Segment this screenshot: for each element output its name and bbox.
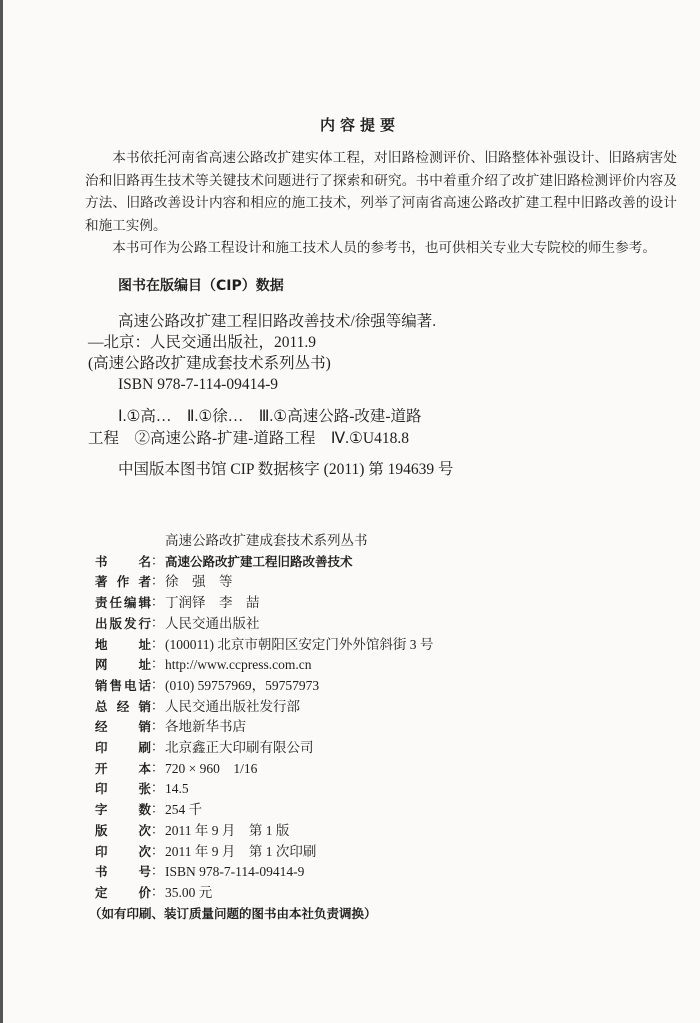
info-value: 254 千 xyxy=(165,802,203,818)
series-title: 高速公路改扩建成套技术系列丛书 xyxy=(165,533,368,548)
info-label-char: 售 xyxy=(109,677,122,693)
info-label-char: 发 xyxy=(123,615,137,631)
info-label-char: 定 xyxy=(95,884,108,900)
info-value: 35.00 元 xyxy=(165,884,213,900)
info-row: 版 次 ： 2011 年 9 月 第 1 版 xyxy=(95,821,433,842)
info-label xyxy=(95,738,151,759)
info-label-char: 书 xyxy=(95,553,108,569)
info-label-char: 编 xyxy=(123,595,137,611)
info-label-char: 印 xyxy=(95,843,108,859)
info-row: 字 数 ： 254 千 xyxy=(95,800,433,821)
info-label xyxy=(95,614,151,635)
cip-line: —北京：人民交通出版社，2011.9 xyxy=(88,334,317,351)
info-label-char: 任 xyxy=(109,595,122,611)
info-label-char: 销 xyxy=(95,677,108,693)
info-value: 北京鑫正大印刷有限公司 xyxy=(165,740,314,756)
cip-class-line: Ⅰ.①高… Ⅱ.①徐… Ⅲ.①高速公路-改建-道路 xyxy=(118,408,422,425)
info-label xyxy=(95,821,151,842)
info-label-char: 名 xyxy=(138,553,151,569)
info-label xyxy=(95,676,151,697)
info-label xyxy=(95,779,151,800)
info-value: ISBN 978-7-114-09414-9 xyxy=(165,864,305,880)
info-label-char: 作 xyxy=(116,574,130,590)
info-row: 印 次 ： 2011 年 9 月 第 1 次印刷 xyxy=(95,842,433,863)
info-label-char: 张 xyxy=(138,781,151,797)
info-label-char: 本 xyxy=(138,760,151,776)
info-label xyxy=(95,593,151,614)
info-row: 出 版 发 行 ： 人民交通出版社 xyxy=(95,614,433,635)
cip-line: ISBN 978-7-114-09414-9 xyxy=(118,376,279,393)
info-value: (100011) 北京市朝阳区安定门外外馆斜街 3 号 xyxy=(165,636,434,652)
info-label-char: 电 xyxy=(123,677,137,693)
info-row: 经 销 ： 各地新华书店 xyxy=(95,717,433,738)
info-label-char: 销 xyxy=(138,698,151,714)
info-row: 书 名 ： 高速公路改扩建工程旧路改善技术 xyxy=(95,552,433,573)
info-label-char: 印 xyxy=(95,740,108,756)
quality-note: （如有印刷、装订质量问题的图书由本社负责调换） xyxy=(89,905,377,921)
info-label xyxy=(95,552,151,573)
info-value: 人民交通出版社 xyxy=(165,615,260,631)
page-edge xyxy=(0,0,3,1023)
cip-class-line: 工程 ②高速公路-扩建-道路工程 Ⅳ.①U418.8 xyxy=(88,430,409,447)
cip-heading: 图书在版编目（CIP）数据 xyxy=(118,278,284,294)
info-row: 网 址 ： http://www.ccpress.com.cn xyxy=(95,655,433,676)
summary-paragraph: 本书可作为公路工程设计和施工技术人员的参考书，也可供相关专业大专院校的师生参考。 xyxy=(112,240,656,256)
info-label-char: 号 xyxy=(138,864,151,880)
info-label-char: 销 xyxy=(138,719,151,735)
info-label-char: 行 xyxy=(138,615,151,631)
info-value: 各地新华书店 xyxy=(165,719,246,735)
summary-title: 内容提要 xyxy=(319,116,400,134)
cip-entry xyxy=(88,311,436,395)
info-label-char: 印 xyxy=(95,781,108,797)
info-row: 著 作 者 ： 徐 强 等 xyxy=(95,572,433,593)
summary-body xyxy=(85,147,677,260)
info-label-char: 经 xyxy=(95,719,108,735)
info-label-char: 书 xyxy=(95,864,108,880)
info-label-char: 址 xyxy=(138,636,151,652)
info-value: (010) 59757969，59757973 xyxy=(165,677,320,693)
info-row: 责 任 编 辑 ： 丁润铎 李 喆 xyxy=(95,593,433,614)
info-label-char: 出 xyxy=(95,615,108,631)
info-label xyxy=(95,800,151,821)
info-row: 销 售 电 话 ： (010) 59757969，59757973 xyxy=(95,676,433,697)
info-label-char: 话 xyxy=(138,677,151,693)
info-label-char: 版 xyxy=(109,615,122,631)
info-label-char: 总 xyxy=(95,698,108,714)
info-row: 地 址 ： (100011) 北京市朝阳区安定门外外馆斜街 3 号 xyxy=(95,635,433,656)
info-label-char: 次 xyxy=(138,822,151,838)
info-label xyxy=(95,655,151,676)
info-value: 人民交通出版社发行部 xyxy=(165,698,300,714)
info-label xyxy=(95,759,151,780)
info-value: 720 × 960 1/16 xyxy=(165,760,258,776)
info-label-char: 地 xyxy=(95,636,108,652)
publication-info xyxy=(89,531,434,924)
info-row: 印 张 ： 14.5 xyxy=(95,779,433,800)
cip-line: (高速公路改扩建成套技术系列丛书) xyxy=(88,355,331,372)
info-label-char: 版 xyxy=(95,822,108,838)
info-label xyxy=(95,635,151,656)
info-value: 高速公路改扩建工程旧路改善技术 xyxy=(165,553,353,569)
info-label-char: 经 xyxy=(116,698,130,714)
info-label-char: 责 xyxy=(95,595,108,611)
cip-record: 中国版本图书馆 CIP 数据核字 (2011) 第 194639 号 xyxy=(118,461,454,478)
info-label-char: 刷 xyxy=(138,740,151,756)
info-label-char: 价 xyxy=(138,884,151,900)
info-value: http://www.ccpress.com.cn xyxy=(165,657,312,673)
info-value: 2011 年 9 月 第 1 版 xyxy=(165,822,290,838)
info-label-char: 次 xyxy=(138,843,151,859)
cip-classification xyxy=(88,406,422,450)
info-row: 开 本 ： 720 × 960 1/16 xyxy=(95,759,433,780)
info-label xyxy=(95,862,151,883)
info-label xyxy=(95,717,151,738)
info-label-char: 址 xyxy=(138,657,151,673)
info-value: 2011 年 9 月 第 1 次印刷 xyxy=(165,843,317,859)
info-value: 丁润铎 李 喆 xyxy=(165,595,260,611)
info-label-char: 数 xyxy=(138,802,151,818)
info-label-char: 开 xyxy=(95,760,108,776)
info-value: 14.5 xyxy=(165,781,189,797)
summary-paragraph: 本书依托河南省高速公路改扩建实体工程，对旧路检测评价、旧路整体补强设计、旧路病害处治和旧路再生技术等关键技术问题进行了探索和研究。书中着重介绍了改扩建旧路检测评价内容及方法、旧路改善设计内容和相应的施工技术，列举了河南省高速公路改扩建工程中旧路改善的设计和施工实例。 xyxy=(85,150,677,234)
info-row: 印 刷 ： 北京鑫正大印刷有限公司 xyxy=(95,738,433,759)
info-label-char: 著 xyxy=(95,574,108,590)
info-label xyxy=(95,883,151,904)
info-value: 徐 强 等 xyxy=(165,574,233,590)
info-row: 书 号 ： ISBN 978-7-114-09414-9 xyxy=(95,862,433,883)
info-row: 定 价 ： 35.00 元 xyxy=(95,883,433,904)
info-label xyxy=(95,572,151,593)
info-label-char: 网 xyxy=(95,657,108,673)
cip-line: 高速公路改扩建工程旧路改善技术/徐强等编著. xyxy=(118,313,437,330)
info-label xyxy=(95,842,151,863)
info-label-char: 者 xyxy=(138,574,151,590)
info-label-char: 辑 xyxy=(138,595,151,611)
info-label xyxy=(95,697,151,718)
info-label-char: 字 xyxy=(95,802,108,818)
info-row: 总 经 销 ： 人民交通出版社发行部 xyxy=(95,697,433,718)
